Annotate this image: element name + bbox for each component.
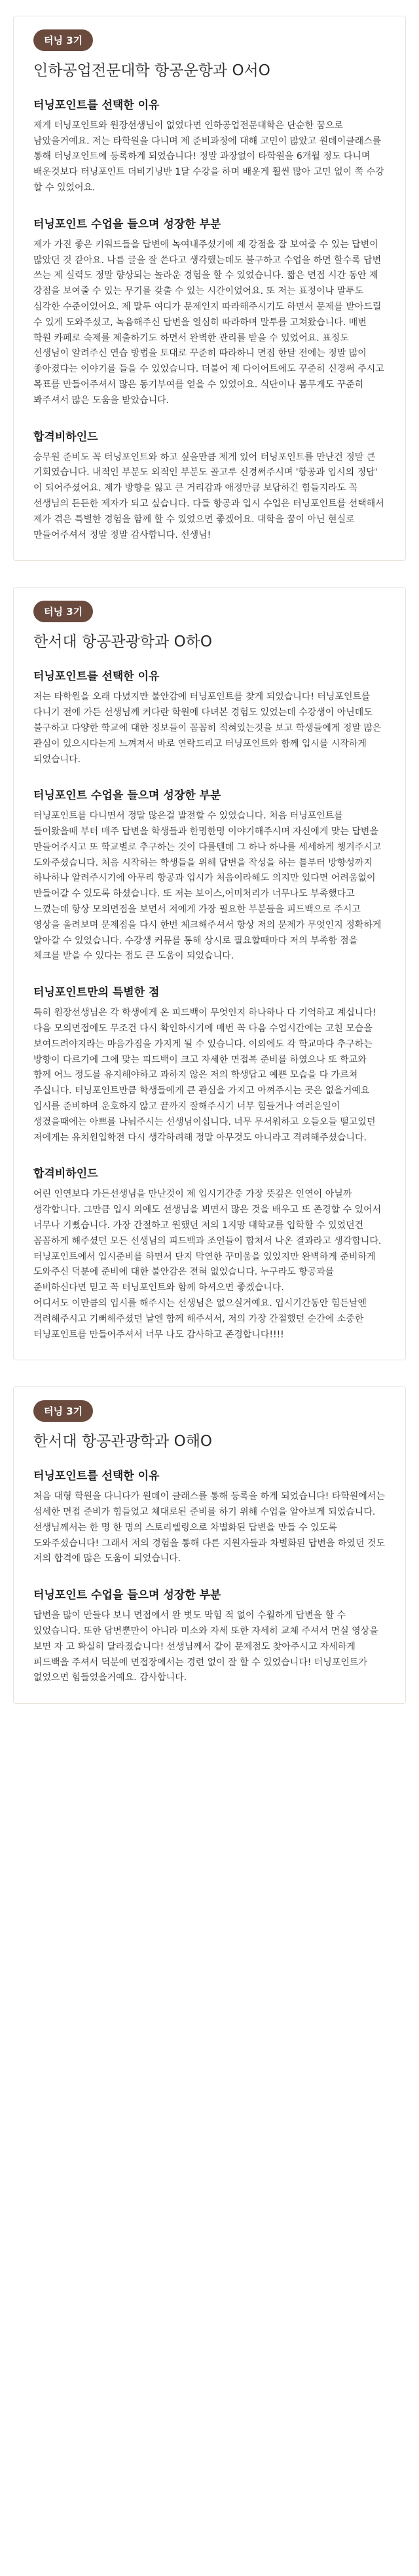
section-reason <box>33 1466 386 1567</box>
section-growth <box>33 1585 386 1686</box>
section-body: 제게 터닝포인트와 원장선생님이 없었다면 인하공업전문대학은 단순한 꿈으로 남았을거예요. 저는 타학원을 다니며 제 준비과정에 대해 고민이 많았고 원데이클래스를 통해 터닝포인트에 등록하게 되었습니다! 정말 과장없이 타학원을 6개월 정도 다니며 배운것보다 터닝포인트 더비기닝반 1달 수강을 하며 배운게 훨씬 많아 고민 없이 쭉 수강 할 수 있었어요. <box>33 120 384 194</box>
section-body: 어린 인연보다 가든선생님을 만난것이 제 입시기간중 가장 뜻깊은 인연이 아닐까 생각합니다. 그만큼 입시 외에도 선생님을 뵈면서 많은 것을 배우고 또 존경할 수 있어서 너무나 기뻤습니다. 가장 간절하고 원했던 저의 1지망 대학교를 입학할 수 있었던건 꼼꼼하게 해주셨던 모든 선생님의 피드백과 조언들이 합쳐서 나온 결과라고 생각합니다. 터닝포인트에서 입시준비를 하면서 단지 막연한 꾸미움을 있었지만 완벽하게 준비하게 도와주신 덕분에 준비에 대한 불안감은 전혀 없었습니다. 누구라도 항공과를 준비하신다면 믿고 꼭 터닝포인트와 함께 하셔으면 좋겠습니다. 어디서도 이만큼의 입시를 해주시는 선생님은 없으실거예요. 입시기간동안 힘든날엔 격려해주시고 기뻐해주셨던 날엔 함께 해주셔서, 저의 가장 간절했던 순간에 소중한 터닝포인트를 만들어주셔서 너무 나도 감사하고 존경합니다!!!! <box>33 1189 382 1340</box>
student-title: 한서대 항공관광학과 O하O <box>33 633 213 651</box>
student-title: 한서대 항공관광학과 O해O <box>33 1433 213 1451</box>
section-reason <box>33 667 386 768</box>
section-title: 터닝포인트만의 특별한 점 <box>33 986 160 1000</box>
section-title: 터닝포인트 수업을 들으며 성장한 부분 <box>33 789 221 803</box>
section-title: 터닝포인트를 선택한 이유 <box>33 98 160 112</box>
section-body: 터닝포인트를 다니면서 정말 많은걸 발전할 수 있었습니다. 처음 터닝포인트를 들어왔을때 부터 매주 답변을 학생들과 한명한명 이야기해주시며 자신에게 맞는 답변을 만들어주시고 또 학교별로 추구하는 것이 다를텐데 그 하나 하나를 세세하게 챙겨주시고 도와주셨습니다. 처음 시작하는 학생들을 위해 답변을 작성을 하는 틀부터 방향성까지 하나하나 알려주시기에 아무리 항공과 입시가 처음이라해도 의지만 있다면 어려움없이 만들어갈 수 있도록 하셨습니다. 또 저는 보이스,어미처리가 너무나도 부족했다고 느꼈는데 항상 모의면접을 보면서 저에게 가장 필요한 부분들을 피드백으로 주시고 영상을 올려보며 문제점을 다시 한번 체크해주셔서 항상 저의 문제가 무엇인지 정확하게 알아갈 수 있었습니다. 수강생 커뮤를 통해 상시로 필요할때마다 저의 부족함 점을 체크를 받을 수 있다는 점도 큰 도움이 되었습니다. <box>33 811 382 962</box>
section-behind <box>33 1164 386 1343</box>
section-reason <box>33 96 386 196</box>
section-growth <box>33 786 386 964</box>
section-title: 터닝포인트 수업을 들으며 성장한 부분 <box>33 217 221 231</box>
section-title: 터닝포인트를 선택한 이유 <box>33 670 160 684</box>
section-body: 특히 원장선생님은 각 학생에게 온 피드백이 무엇인지 하나하나 다 기억하고 계십니다! 다음 모의면접에도 무조건 다시 확인하시기에 매번 꼭 다음 수업시간에는 고친 모습을 보여드려야지라는 마음가짐을 가지게 될 수 있습니다. 이외에도 각 학교마다 추구하는 방향이 다르기에 그에 맞는 피드백이 크고 자세한 면접복 준비를 하였으나 또 학교와 함께 어느 정도를 유지해야하고 과하지 않은 저의 학생답고 예쁜 모습을 다 가르쳐 주십니다. 터닝포인트만큼 학생들에게 큰 관심을 가지고 아껴주시는 곳은 없을거예요 입시를 준비하며 운호하지 않고 끝까지 잘해주시기 너무 힘들거나 여러운일이 생겼을때에는 아쁘를 나눠주시는 선생님이십니다. 너무 무서워하고 오들오들 떨고있던 저에게는 유치원입학전 다시 생각하려해 정말 아무것도 아니라고 격려해주셨습니다. <box>33 1008 376 1143</box>
section-growth <box>33 215 386 409</box>
section-title: 합격비하인드 <box>33 1167 98 1181</box>
cohort-badge: 터닝 3기 <box>33 601 93 622</box>
section-title: 합격비하인드 <box>33 430 98 444</box>
testimonial-card <box>13 587 406 1360</box>
section-title: 터닝포인트 수업을 들으며 성장한 부분 <box>33 1589 221 1602</box>
section-behind <box>33 427 386 544</box>
section-title: 터닝포인트를 선택한 이유 <box>33 1470 160 1483</box>
cohort-badge: 터닝 3기 <box>33 29 93 51</box>
section-body: 처음 대형 학원을 다니다가 원데이 클래스를 통해 등록을 하게 되었습니다! 타학원에서는 섬세한 면접 준비가 힘들었고 체대로된 준비를 하기 위해 수업을 알아보게 되었습니다. 선생님께서는 한 명 한 명의 스토리텔링으로 차별화된 답변을 만들 수 있도록 도와주셨습니다! 그래서 저의 경험을 통해 다른 지원자들과 차별화된 답변을 하였던 것도 저의 합격에 많은 도움이 되었습니다. <box>33 1491 385 1564</box>
cohort-badge: 터닝 3기 <box>33 1400 93 1422</box>
section-body: 저는 타학원을 오래 다녔지만 불안감에 터닝포인트를 찾게 되었습니다! 터닝포인트를 다니기 전에 가든 선생님께 커다란 학원에 다녀본 경험도 있었는데 수강생이 아닌데도 불구하고 다양한 학교에 대한 정보들이 꼼꼼히 적혀있는것을 보고 학생들에게 정말 많은 관심이 있으시다는게 느껴져서 바로 연락드리고 터닝포인트와 함께 입시를 시작하게 되었습니다. <box>33 692 382 765</box>
testimonial-card <box>13 1386 406 1704</box>
section-body: 답변을 많이 만들다 보니 면접에서 완 벗도 막힘 적 없이 수월하게 답변을 할 수 있었습니다. 또한 답변뿐만이 아니라 미소와 자세 또한 자세히 교체 주셔서 면실 영상을 보면 자 고 확실히 달라졌습니다! 선생님께서 같이 문제점도 찾아주시고 자세하게 피드백을 주셔서 덕분에 면접장에서는 경련 없이 잘 할 수 있었습니다! 터닝포인트가 없었으면 힘들었을거예요. 감사합니다. <box>33 1610 378 1684</box>
section-body: 제가 가진 좋은 키워드들을 답변에 녹여내주셨기에 제 강점을 잘 보여줄 수 있는 답변이 많았던 것 같아요. 나름 글을 잘 쓴다고 생각했는데도 불구하고 수업을 하면 할수록 답변 쓰는 제 실력도 정말 향상되는 놀라운 경험을 할 수 있었습니다. 짧은 면접 시간 동안 제 강점을 보여줄 수 있는 무기를 갖출 수 있는 시간이었어요. 또 저는 표정이나 말투도 심각한 수준이었어요. 제 말투 여디가 문제인지 따라해주시기도 하면서 문제를 받아드릴 수 있게 도와주셨고, 녹음해주신 답변을 열심히 따라하며 말투를 고쳐왔습니다. 매번 학원 카페로 숙제를 제출하기도 하면서 완벽한 관리를 받을 수 있었어요. 표정도 선생님이 알려주신 연습 방법을 토대로 꾸준히 따라하니 면접 한달 전에는 정말 많이 좋아졌다는 이야기를 들을 수 있었습니다. 더불어 제 다이어트에도 꾸준히 신경써 주시고 목표를 만들어주셔서 많은 동기부여를 얻을 수 있었어요. 식단이나 몸무게도 꾸준히 봐주셔서 많은 도움을 받았습니다. <box>33 239 384 406</box>
student-title: 인하공업전문대학 항공운항과 O서O <box>33 62 270 79</box>
section-special <box>33 983 386 1146</box>
testimonial-card <box>13 16 406 561</box>
section-body: 승무원 준비도 꼭 터닝포인트와 하고 싶을만큼 제게 있어 터닝포인트를 만난건 정말 큰 기회였습니다. 내적인 부분도 외적인 부분도 골고루 신경써주시며 '항공과 입시의 정답' 이 되어주셨어요. 제가 방향을 잃고 큰 거리감과 애정만큼 보답하긴 힘들지라도 꼭 선생님의 든든한 제자가 되고 싶습니다. 다들 항공과 입시 수업은 터닝포인트를 선택해서 제가 겪은 특별한 경험을 함께 할 수 있었으면 좋겠어요. 대학을 꿈이 아닌 현실로 만들어주셔서 정말 정말 감사합니다. 선생님! <box>33 451 384 540</box>
